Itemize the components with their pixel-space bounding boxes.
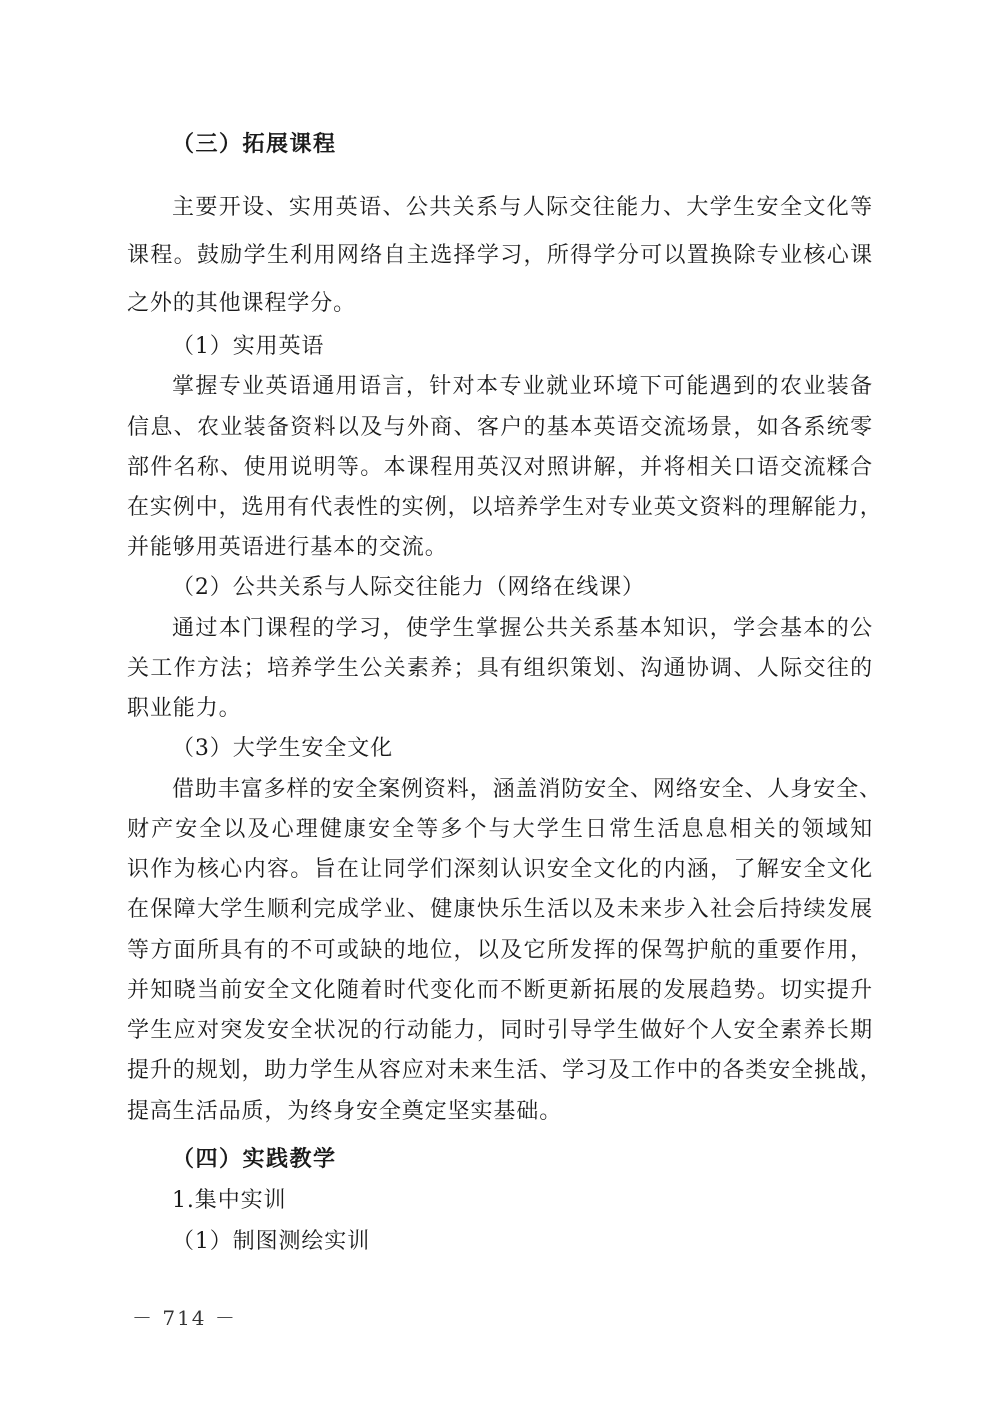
- course3-line-7: 学生应对突发安全状况的行动能力，同时引导学生做好个人安全素养长期: [127, 1018, 873, 1043]
- course3-line-8: 提升的规划，助力学生从容应对未来生活、学习及工作中的各类安全挑战，: [127, 1058, 883, 1083]
- course-title-public-relations: （2）公共关系与人际交往能力（网络在线课）: [172, 575, 645, 600]
- course-title-safety-culture: （3）大学生安全文化: [172, 736, 393, 761]
- course1-line-1: 掌握专业英语通用语言，针对本专业就业环境下可能遇到的农业装备: [172, 374, 873, 399]
- course2-line-1: 通过本门课程的学习，使学生掌握公共关系基本知识，学会基本的公: [172, 616, 873, 641]
- course3-line-2: 财产安全以及心理健康安全等多个与大学生日常生活息息相关的领域知: [127, 817, 873, 842]
- course3-line-5: 等方面所具有的不可或缺的地位，以及它所发挥的保驾护航的重要作用，: [127, 938, 873, 963]
- subsection-centralized-training: 1.集中实训: [172, 1188, 287, 1213]
- course1-line-5: 并能够用英语进行基本的交流。: [127, 535, 448, 560]
- section-heading-extension-courses: （三）拓展课程: [172, 132, 337, 157]
- course3-line-3: 识作为核心内容。旨在让同学们深刻认识安全文化的内涵，了解安全文化: [127, 857, 873, 882]
- intro-line-3: 之外的其他课程学分。: [127, 291, 357, 316]
- course1-line-4: 在实例中，选用有代表性的实例，以培养学生对专业英文资料的理解能力，: [127, 495, 883, 520]
- course3-line-6: 并知晓当前安全文化随着时代变化而不断更新拓展的发展趋势。切实提升: [127, 978, 873, 1003]
- course1-line-3: 部件名称、使用说明等。本课程用英汉对照讲解，并将相关口语交流糅合: [127, 455, 873, 480]
- course1-line-2: 信息、农业装备资料以及与外商、客户的基本英语交流场景，如各系统零: [127, 415, 873, 440]
- intro-line-2: 课程。鼓励学生利用网络自主选择学习，所得学分可以置换除专业核心课: [127, 243, 873, 268]
- section-heading-practical-teaching: （四）实践教学: [172, 1147, 337, 1172]
- course2-line-2: 关工作方法；培养学生公关素养；具有组织策划、沟通协调、人际交往的: [127, 656, 873, 681]
- course3-line-9: 提高生活品质，为终身安全奠定坚实基础。: [127, 1099, 563, 1124]
- intro-line-1: 主要开设、实用英语、公共关系与人际交往能力、大学生安全文化等: [172, 195, 873, 220]
- course3-line-1: 借助丰富多样的安全案例资料，涵盖消防安全、网络安全、人身安全、: [172, 777, 882, 802]
- course-title-practical-english: （1）实用英语: [172, 334, 325, 359]
- course2-line-3: 职业能力。: [127, 696, 242, 721]
- training-item-drafting-surveying: （1）制图测绘实训: [172, 1229, 371, 1254]
- page-number: － 714 －: [132, 1306, 237, 1330]
- course3-line-4: 在保障大学生顺利完成学业、健康快乐生活以及未来步入社会后持续发展: [127, 897, 873, 922]
